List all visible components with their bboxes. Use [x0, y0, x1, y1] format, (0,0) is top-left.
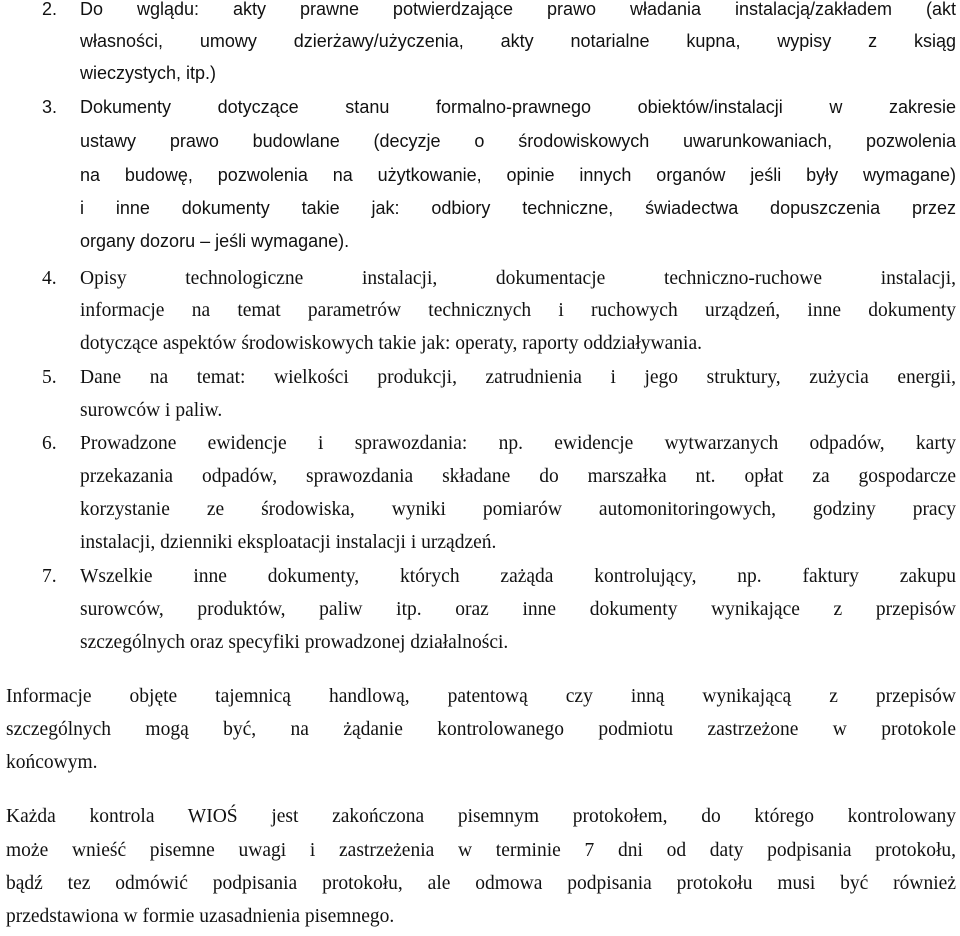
list-item-line: Dokumenty dotyczące stanu formalno-prawnego obiektów/instalacji w zakresie — [80, 97, 956, 117]
list-item-line: informacje na temat parametrów technicznych i ruchowych urządzeń, inne dokumenty — [80, 300, 956, 321]
list-item-line: własności, umowy dzierżawy/użyczenia, akty notarialne kupna, wypisy z ksiąg — [80, 31, 956, 51]
list-item-line: instalacji, dzienniki eksploatacji instalacji i urządzeń. — [80, 532, 497, 553]
list-item-line: dotyczące aspektów środowiskowych takie jak: operaty, raporty oddziaływania. — [80, 333, 702, 354]
paragraph-line: może wnieść pisemne uwagi i zastrzeżenia w terminie 7 dni od daty podpisania protokołu, — [6, 840, 956, 861]
list-item-line: surowców i paliw. — [80, 400, 223, 421]
list-item-line: szczególnych oraz specyfiki prowadzonej działalności. — [80, 632, 509, 653]
list-item-line: ustawy prawo budowlane (decyzje o środowiskowych uwarunkowaniach, pozwolenia — [80, 131, 956, 151]
list-item-line: organy dozoru – jeśli wymagane). — [80, 231, 350, 251]
paragraph-line: szczególnych mogą być, na żądanie kontrolowanego podmiotu zastrzeżone w protokole — [6, 719, 956, 740]
paragraph-line: bądź tez odmówić podpisania protokołu, ale odmowa podpisania protokołu musi być również — [6, 873, 956, 894]
list-item-line: Prowadzone ewidencje i sprawozdania: np. ewidencje wytwarzanych odpadów, karty — [80, 433, 956, 454]
list-item-number: 2. — [42, 0, 58, 19]
list-item-number: 7. — [42, 566, 57, 587]
list-item-line: Do wglądu: akty prawne potwierdzające prawo władania instalacją/zakładem (akt — [80, 0, 956, 19]
list-item-line: wieczystych, itp.) — [80, 63, 217, 83]
paragraph-line: przedstawiona w formie uzasadnienia pisemnego. — [6, 906, 395, 927]
list-item-line: i inne dokumenty takie jak: odbiory techniczne, świadectwa dopuszczenia przez — [80, 198, 956, 218]
list-item-number: 3. — [42, 97, 58, 117]
list-item-number: 4. — [42, 268, 57, 289]
paragraph-line: Każda kontrola WIOŚ jest zakończona pisemnym protokołem, do którego kontrolowany — [6, 806, 956, 827]
list-item-line: przekazania odpadów, sprawozdania składane do marszałka nt. opłat za gospodarcze — [80, 466, 956, 487]
list-item-line: Opisy technologiczne instalacji, dokumentacje techniczno-ruchowe instalacji, — [80, 268, 956, 289]
list-item-number: 5. — [42, 367, 57, 388]
list-item-line: surowców, produktów, paliw itp. oraz inne dokumenty wynikające z przepisów — [80, 599, 956, 620]
list-item-line: Wszelkie inne dokumenty, których zażąda kontrolujący, np. faktury zakupu — [80, 566, 956, 587]
list-item-line: Dane na temat: wielkości produkcji, zatrudnienia i jego struktury, zużycia energii, — [80, 367, 956, 388]
list-item-line: korzystanie ze środowiska, wyniki pomiarów automonitoringowych, godziny pracy — [80, 499, 956, 520]
list-item-line: na budowę, pozwolenia na użytkowanie, opinie innych organów jeśli były wymagane) — [80, 165, 956, 185]
paragraph-line: końcowym. — [6, 752, 98, 773]
paragraph-line: Informacje objęte tajemnicą handlową, patentową czy inną wynikającą z przepisów — [6, 686, 956, 707]
list-item-number: 6. — [42, 433, 57, 454]
